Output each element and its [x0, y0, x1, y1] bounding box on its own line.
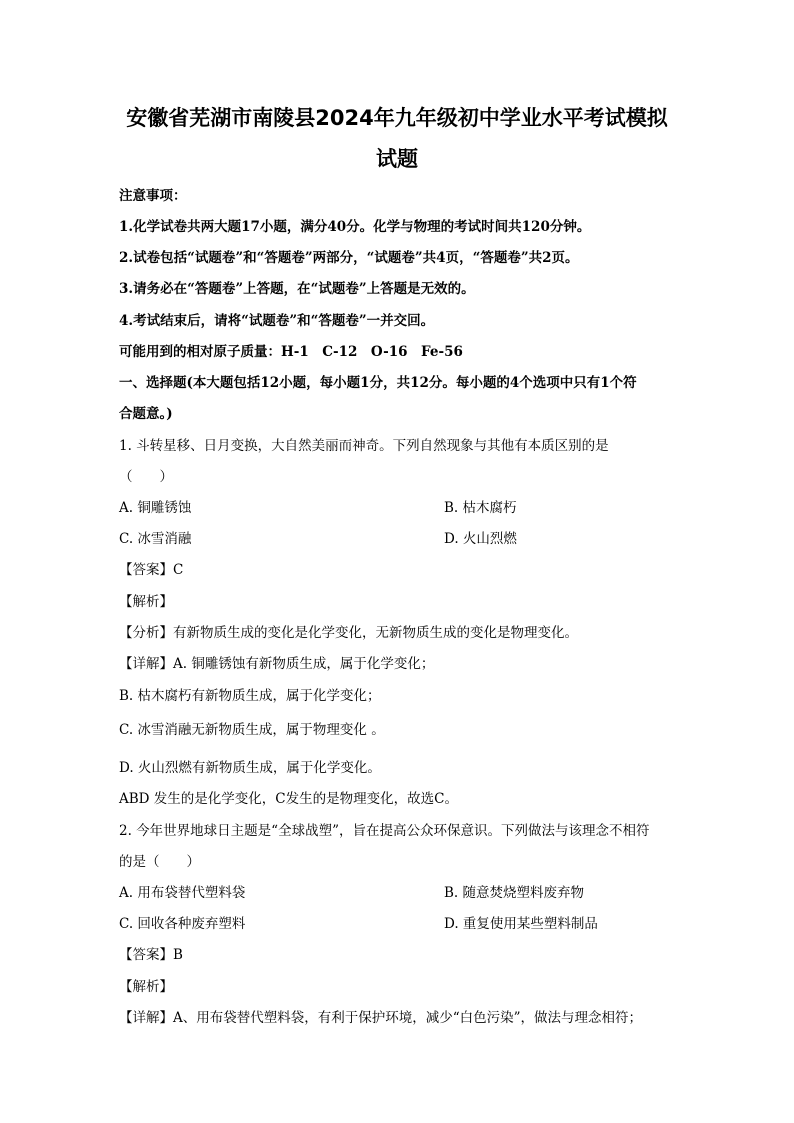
q2-stem: 2. 今年世界地球日主题是“全球战塑”，旨在提高公众环保意识。下列做法与该理念不相符 — [119, 823, 650, 839]
notice-item: 2.试卷包括“试题卷”和“答题卷”两部分，“试题卷”共4页，“答题卷”共2页。 — [119, 250, 579, 266]
title-line-1: 安徽省芜湖市南陵县2024年九年级初中学业水平考试模拟 — [126, 106, 668, 130]
q1-option-a: A. 铜雕锈蚀 — [119, 500, 192, 516]
atomic-mass-line: 可能用到的相对原子质量：H-1 C-12 O-16 Fe-56 — [119, 344, 463, 360]
q1-answer: 【答案】C — [119, 562, 184, 578]
q2-option-a: A. 用布袋替代塑料袋 — [119, 885, 246, 901]
section-heading-cont: 合题意。) — [119, 406, 173, 422]
q1-analysis-line: 【详解】A. 铜雕锈蚀有新物质生成，属于化学变化； — [119, 656, 435, 672]
q1-option-b: B. 枯木腐朽 — [444, 500, 517, 516]
notice-heading: 注意事项： — [119, 188, 187, 204]
q1-stem: 1. 斗转星移、日月变换，大自然美丽而神奇。下列自然现象与其他有本质区别的是 — [119, 438, 609, 454]
title-line-2: 试题 — [376, 147, 418, 171]
q1-analysis-line: D. 火山烈燃有新物质生成，属于化学变化。 — [119, 760, 381, 776]
q2-detail-line: 【详解】A、用布袋替代塑料袋，有利于保护环境，减少“白色污染”，做法与理念相符； — [119, 1010, 643, 1026]
q2-option-d: D. 重复使用某些塑料制品 — [444, 916, 598, 932]
q1-analysis-heading: 【解析】 — [119, 594, 173, 610]
q1-analysis-line: 【分析】有新物质生成的变化是化学变化，无新物质生成的变化是物理变化。 — [119, 625, 578, 641]
notice-item: 4.考试结束后，请将“试题卷”和“答题卷”一并交回。 — [119, 313, 435, 329]
q1-analysis-line: ABD 发生的是化学变化，C发生的是物理变化，故选C。 — [119, 791, 458, 807]
notice-item: 1.化学试卷共两大题17小题，满分40分。化学与物理的考试时间共120分钟。 — [119, 219, 591, 235]
notice-item: 3.请务必在“答题卷”上答题，在“试题卷”上答题是无效的。 — [119, 281, 475, 297]
q1-stem-cont: （ ） — [119, 469, 173, 485]
section-heading: 一、选择题(本大题包括12小题，每小题1分，共12分。每小题的4个选项中只有1个符 — [119, 375, 637, 391]
q2-option-b: B. 随意焚烧塑料废弃物 — [444, 885, 585, 901]
q1-analysis-line: C. 冰雪消融无新物质生成，属于物理变化 。 — [119, 722, 385, 738]
q1-option-d: D. 火山烈燃 — [444, 531, 517, 547]
q2-option-c: C. 回收各种废弃塑料 — [119, 916, 246, 932]
q1-option-c: C. 冰雪消融 — [119, 531, 192, 547]
q2-analysis-heading: 【解析】 — [119, 979, 173, 995]
q2-stem-cont: 的是（ ） — [119, 854, 200, 870]
q2-answer: 【答案】B — [119, 947, 183, 963]
q1-analysis-line: B. 枯木腐朽有新物质生成，属于化学变化； — [119, 688, 381, 704]
